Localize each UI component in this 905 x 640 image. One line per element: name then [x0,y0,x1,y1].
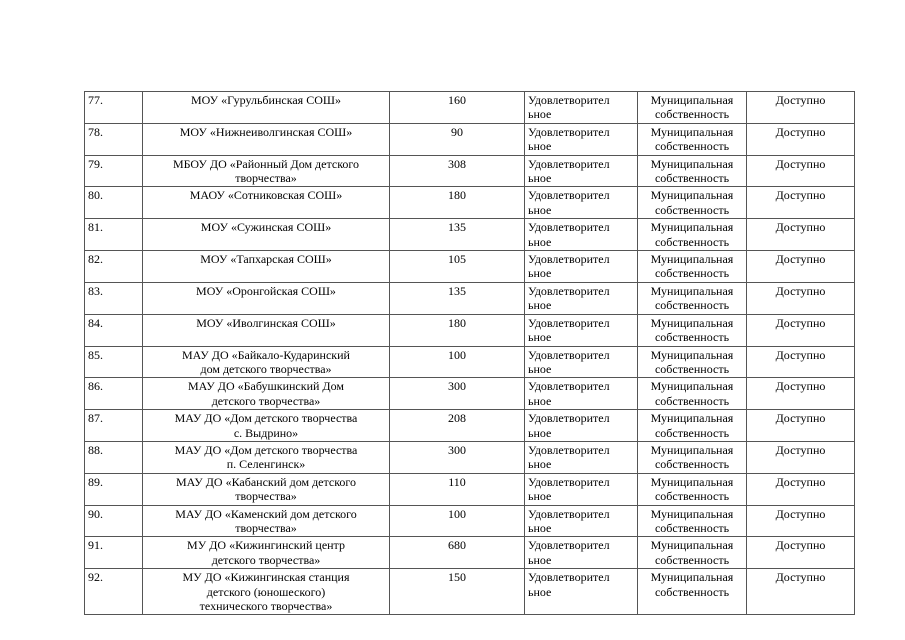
condition-value: Удовлетворител ьное [528,347,610,376]
institution-name-cell [143,251,390,283]
capacity-value-cell [390,187,525,219]
capacity-value: 160 [448,93,466,107]
institution-name: МОУ «Тапхарская СОШ» [200,252,332,267]
condition-value: Удовлетворител ьное [528,474,610,504]
accessibility-value-cell [747,251,855,283]
institution-name: МУ ДО «Кижингинская станция детского (юношеского) технического творчества» [182,570,350,613]
condition-value-cell [525,410,638,442]
row-number: 80. [88,188,103,203]
capacity-value: 100 [448,347,466,362]
row-number: 87. [88,411,103,426]
row-number: 78. [88,124,103,139]
row-number: 85. [88,347,103,362]
institution-name-cell [143,219,390,251]
table-row [85,187,855,219]
accessibility-value: Доступно [775,124,826,139]
institution-name: МУ ДО «Кижингинский центр детского творчества» [187,538,345,567]
condition-value: Удовлетворител ьное [528,379,610,408]
table-row [85,155,855,187]
condition-value: Удовлетворител ьное [528,156,610,186]
condition-value-cell [525,92,638,124]
condition-value: Удовлетворител ьное [528,252,610,281]
ownership-value-cell [638,123,747,155]
condition-value-cell [525,569,638,615]
condition-value-cell [525,123,638,155]
condition-value-cell [525,282,638,314]
row-number-cell [85,219,143,251]
ownership-value-cell [638,219,747,251]
capacity-value: 180 [448,315,466,330]
capacity-value: 100 [448,506,466,521]
capacity-value-cell [390,282,525,314]
row-number-cell [85,378,143,410]
accessibility-value-cell [747,410,855,442]
condition-value: Удовлетворител ьное [528,283,610,313]
institution-name: МОУ «Оронгойская СОШ» [196,283,336,298]
accessibility-value-cell [747,187,855,219]
condition-value-cell [525,505,638,537]
ownership-value-cell [638,473,747,505]
capacity-value-cell [390,410,525,442]
row-number-cell [85,569,143,615]
institution-name: МОУ «Иволгинская СОШ» [196,315,336,330]
ownership-value-cell [638,314,747,346]
ownership-value: Муниципальная собственность [650,442,734,472]
accessibility-value: Доступно [775,411,826,426]
institution-name-cell [143,155,390,187]
institution-name-cell [143,187,390,219]
accessibility-value-cell [747,537,855,569]
row-number-cell [85,92,143,124]
institution-name: МАУ ДО «Дом детского творчества п. Селенгинск» [174,442,358,472]
row-number-cell [85,123,143,155]
institution-name: МАУ ДО «Байкало-Кударинский дом детского творчества» [182,347,350,376]
accessibility-value: Доступно [775,93,826,107]
capacity-value-cell [390,569,525,615]
condition-value-cell [525,537,638,569]
condition-value-cell [525,219,638,251]
capacity-value: 180 [448,188,466,203]
accessibility-value: Доступно [775,347,826,362]
ownership-value: Муниципальная собственность [650,252,734,281]
accessibility-value-cell [747,569,855,615]
row-number: 86. [88,379,103,394]
condition-value-cell [525,473,638,505]
accessibility-value-cell [747,346,855,378]
institution-name-cell [143,537,390,569]
condition-value: Удовлетворител ьное [528,124,610,154]
row-number-cell [85,441,143,473]
capacity-value: 300 [448,442,466,457]
condition-value: Удовлетворител ьное [528,93,610,122]
capacity-value-cell [390,441,525,473]
accessibility-value-cell [747,441,855,473]
institution-name: МАУ ДО «Каменский дом детского творчества» [175,506,357,535]
institution-name: МАОУ «Сотниковская СОШ» [189,188,343,203]
institution-name: МОУ «Сужинская СОШ» [200,220,332,235]
ownership-value: Муниципальная собственность [650,220,734,249]
ownership-value-cell [638,346,747,378]
row-number-cell [85,473,143,505]
ownership-value-cell [638,282,747,314]
ownership-value-cell [638,251,747,283]
institution-name-cell [143,346,390,378]
ownership-value: Муниципальная собственность [650,379,734,408]
table-row [85,314,855,346]
ownership-value-cell [638,410,747,442]
accessibility-value-cell [747,505,855,537]
table-row [85,219,855,251]
institution-name-cell [143,282,390,314]
capacity-value-cell [390,123,525,155]
ownership-value: Муниципальная собственность [650,347,734,376]
ownership-value: Муниципальная собственность [650,538,734,567]
row-number-cell [85,282,143,314]
condition-value-cell [525,378,638,410]
ownership-value-cell [638,537,747,569]
condition-value: Удовлетворител ьное [528,570,610,599]
table-row [85,410,855,442]
capacity-value: 300 [448,379,466,394]
row-number: 90. [88,506,103,521]
ownership-value: Муниципальная собственность [650,283,734,313]
institutions-table [84,91,855,615]
ownership-value-cell [638,378,747,410]
row-number: 82. [88,252,103,267]
ownership-value: Муниципальная собственность [650,411,734,440]
accessibility-value-cell [747,219,855,251]
ownership-value: Муниципальная собственность [650,506,734,535]
row-number-cell [85,251,143,283]
table-row [85,473,855,505]
row-number: 83. [88,283,103,298]
row-number-cell [85,410,143,442]
institution-name-cell [143,92,390,124]
ownership-value-cell [638,569,747,615]
capacity-value: 208 [448,411,466,426]
table-body [85,92,855,615]
capacity-value-cell [390,537,525,569]
condition-value-cell [525,314,638,346]
ownership-value-cell [638,92,747,124]
accessibility-value: Доступно [775,188,826,203]
table-row [85,537,855,569]
condition-value: Удовлетворител ьное [528,188,610,217]
ownership-value-cell [638,505,747,537]
condition-value: Удовлетворител ьное [528,538,610,567]
accessibility-value-cell [747,282,855,314]
accessibility-value-cell [747,123,855,155]
ownership-value: Муниципальная собственность [650,315,734,345]
table-row [85,505,855,537]
ownership-value-cell [638,155,747,187]
capacity-value-cell [390,155,525,187]
condition-value: Удовлетворител ьное [528,506,610,535]
condition-value: Удовлетворител ьное [528,411,610,440]
ownership-value: Муниципальная собственность [650,474,734,504]
ownership-value: Муниципальная собственность [650,93,734,122]
table-row [85,346,855,378]
accessibility-value: Доступно [775,283,826,298]
accessibility-value: Доступно [775,474,826,489]
ownership-value: Муниципальная собственность [650,156,734,186]
condition-value-cell [525,441,638,473]
institution-name-cell [143,473,390,505]
institution-name: МАУ ДО «Бабушкинский Дом детского творчества» [188,379,344,408]
institution-name-cell [143,410,390,442]
institution-name-cell [143,378,390,410]
condition-value-cell [525,155,638,187]
row-number-cell [85,155,143,187]
condition-value: Удовлетворител ьное [528,220,610,249]
row-number: 91. [88,538,103,553]
row-number: 77. [88,93,103,107]
institution-name-cell [143,441,390,473]
row-number-cell [85,346,143,378]
capacity-value-cell [390,251,525,283]
accessibility-value: Доступно [775,442,826,457]
table-row [85,378,855,410]
accessibility-value-cell [747,378,855,410]
institution-name-cell [143,123,390,155]
institution-name-cell [143,314,390,346]
capacity-value: 105 [448,252,466,267]
accessibility-value: Доступно [775,570,826,585]
condition-value-cell [525,346,638,378]
capacity-value-cell [390,92,525,124]
accessibility-value: Доступно [775,220,826,235]
institution-name: МАУ ДО «Дом детского творчества с. Выдрино» [174,411,358,440]
condition-value-cell [525,187,638,219]
accessibility-value-cell [747,473,855,505]
condition-value-cell [525,251,638,283]
capacity-value: 135 [448,220,466,235]
institution-name: МАУ ДО «Кабанский дом детского творчества» [175,474,357,504]
capacity-value: 135 [448,283,466,298]
institution-name-cell [143,569,390,615]
table-row [85,92,855,124]
table-row [85,441,855,473]
capacity-value: 110 [448,474,466,489]
condition-value: Удовлетворител ьное [528,442,610,472]
accessibility-value: Доступно [775,315,826,330]
capacity-value: 308 [448,156,466,171]
capacity-value-cell [390,378,525,410]
accessibility-value: Доступно [775,379,826,394]
table-row [85,251,855,283]
ownership-value: Муниципальная собственность [650,188,734,217]
capacity-value-cell [390,473,525,505]
row-number-cell [85,505,143,537]
table-row [85,282,855,314]
row-number-cell [85,187,143,219]
capacity-value-cell [390,314,525,346]
accessibility-value-cell [747,314,855,346]
capacity-value: 90 [451,124,463,139]
ownership-value: Муниципальная собственность [650,570,734,599]
row-number: 81. [88,220,103,235]
accessibility-value-cell [747,155,855,187]
capacity-value: 680 [448,538,466,553]
institution-name: МОУ «Нижнеиволгинская СОШ» [179,124,353,139]
condition-value: Удовлетворител ьное [528,315,610,345]
accessibility-value: Доступно [775,156,826,171]
table-row [85,123,855,155]
table-row [85,569,855,615]
row-number: 84. [88,315,103,330]
institution-name: МОУ «Гурульбинская СОШ» [191,93,341,107]
row-number: 92. [88,570,103,585]
row-number: 79. [88,156,103,171]
capacity-value-cell [390,219,525,251]
capacity-value-cell [390,346,525,378]
capacity-value-cell [390,505,525,537]
row-number: 88. [88,442,103,457]
row-number-cell [85,314,143,346]
row-number: 89. [88,474,103,489]
ownership-value-cell [638,441,747,473]
accessibility-value: Доступно [775,252,826,267]
accessibility-value: Доступно [775,506,826,521]
accessibility-value: Доступно [775,538,826,553]
accessibility-value-cell [747,92,855,124]
row-number-cell [85,537,143,569]
capacity-value: 150 [448,570,466,585]
ownership-value: Муниципальная собственность [650,124,734,154]
ownership-value-cell [638,187,747,219]
institution-name: МБОУ ДО «Районный Дом детского творчества» [172,156,360,186]
institution-name-cell [143,505,390,537]
